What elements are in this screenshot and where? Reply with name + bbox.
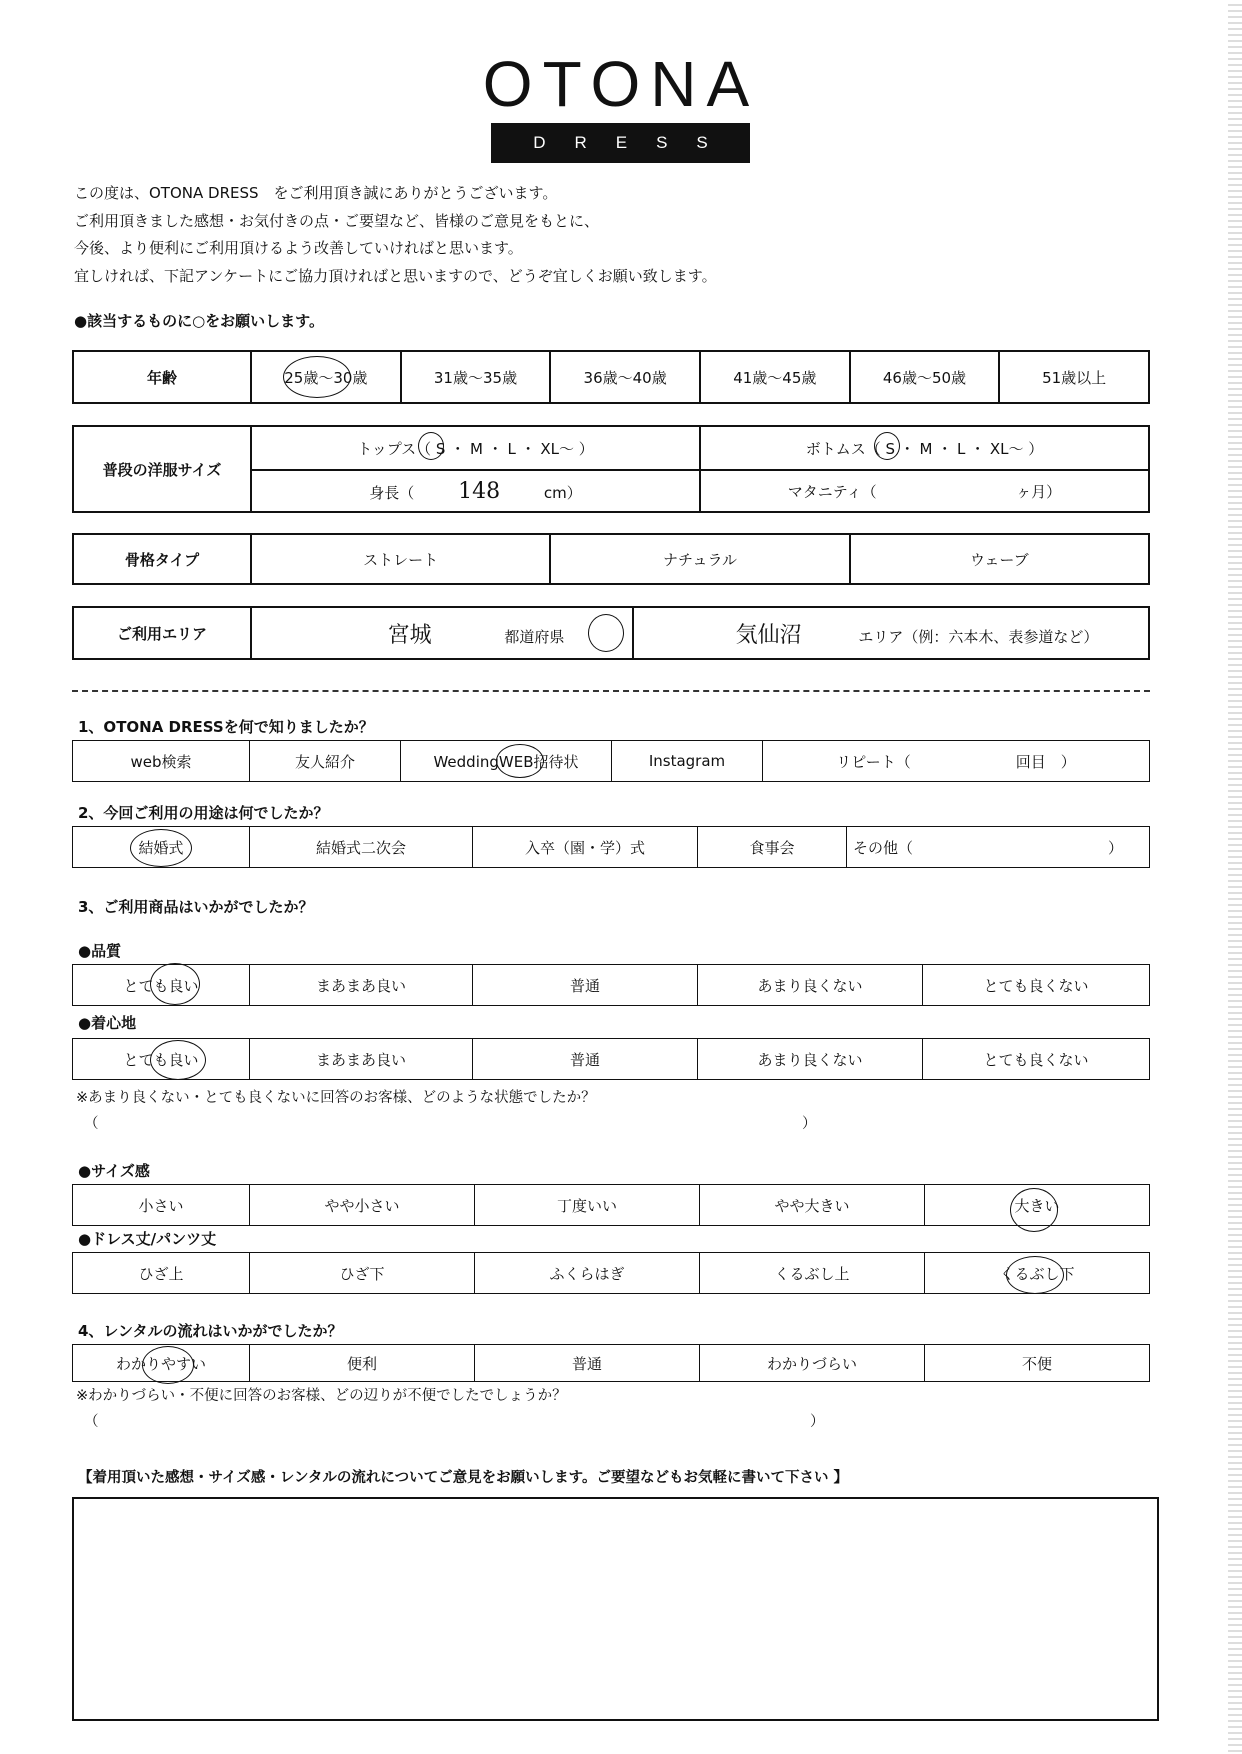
scan-edge [1228,0,1242,1754]
prefecture-circle [588,614,624,652]
intro-line: 宜しければ、下記アンケートにご協力頂ければと思いますので、どうぞ宜しくお願い致します。 [74,266,717,285]
q4-option[interactable]: 不便 [925,1345,1150,1382]
q2-option[interactable]: 食事会 [698,827,847,868]
maternity-unit: ヶ月） [1016,482,1062,501]
length-option[interactable]: ひざ上 [73,1253,250,1294]
area-suffix: エリア（例：六本木、表参道など） [858,627,1099,646]
q1-option[interactable]: 友人紹介 [250,741,401,782]
fit-option[interactable]: 大きい [925,1185,1150,1226]
q4-note: ※わかりづらい・不便に回答のお客様、どの辺りが不便でしたでしょうか？ [76,1388,567,1404]
body-type-option[interactable]: ストレート [251,534,550,584]
fit-option[interactable]: やや大きい [700,1185,925,1226]
quality-table [72,964,1150,1006]
q4-table [72,1344,1150,1382]
size-table [72,425,1150,513]
body-type-label: 骨格タイプ [73,534,251,584]
q2-option[interactable]: 結婚式二次会 [250,827,473,868]
fit-selected-circle [1010,1188,1058,1232]
prefecture-suffix: 都道府県 [504,627,565,646]
fit-option[interactable]: 丁度いい [475,1185,700,1226]
instruction: ●該当するものに○をお願いします。 [74,312,324,330]
q4-option[interactable]: 便利 [250,1345,475,1382]
q4-option[interactable]: わかりやすい [73,1345,250,1382]
height-value: 148 [458,478,501,504]
tops-selected-circle [418,432,444,460]
prefecture-value: 宮城 [387,622,432,648]
comfort-label: ●着心地 [78,1014,137,1032]
q2-title: 2、今回ご利用の用途は何でしたか？ [78,804,329,822]
age-option[interactable]: 51歳以上 [999,351,1149,403]
q1-option[interactable]: Instagram [612,741,763,782]
q4-paren-open: （ [84,1414,99,1430]
q4-paren-close: ） [810,1414,825,1430]
fit-option[interactable]: 小さい [73,1185,250,1226]
comfort-option[interactable]: あまり良くない [698,1039,923,1080]
age-selected-circle [283,356,351,398]
age-option[interactable]: 36歳～40歳 [550,351,700,403]
q1-title: 1、OTONA DRESSを何で知りましたか？ [78,718,374,736]
quality-option[interactable]: まあまあ良い [250,965,473,1006]
area-value: 気仙沼 [735,622,802,648]
q4-selected-circle [142,1346,194,1384]
fit-option[interactable]: やや小さい [250,1185,475,1226]
bottoms-selected-circle [874,432,900,460]
q2-option[interactable]: その他（ ） [847,827,1150,868]
size-label: 普段の洋服サイズ [73,426,251,512]
height-field[interactable] [251,470,700,512]
length-option[interactable]: くるぶし下 [925,1253,1150,1294]
comfort-paren-open: （ [84,1116,99,1132]
q2-option[interactable]: 入卒（園・学）式 [473,827,698,868]
brand-logo: OTONA [482,48,760,120]
quality-option[interactable]: あまり良くない [698,965,923,1006]
length-option[interactable]: ひざ下 [250,1253,475,1294]
quality-selected-circle [150,963,200,1005]
q1-option[interactable]: WeddingWEB招待状 [401,741,612,782]
brand-sub: DRESS [491,123,750,163]
q2-selected-circle [130,829,192,867]
length-option[interactable]: ふくらはぎ [475,1253,700,1294]
comment-title: 【着用頂いた感想・サイズ感・レンタルの流れについてご意見をお願いします。ご要望などもお気軽に書いて下さい 】 [78,1470,848,1486]
prefecture-field[interactable] [251,607,633,659]
body-type-option[interactable]: ウェーブ [850,534,1149,584]
q1-option[interactable]: web検索 [73,741,250,782]
height-label: 身長（ [369,483,415,502]
comfort-paren-close: ） [802,1116,817,1132]
age-option[interactable]: 31歳～35歳 [401,351,551,403]
q4-option[interactable]: 普通 [475,1345,700,1382]
bottoms-size[interactable]: ボトムス（ S ・ M ・ L ・ XL～ ） [700,426,1149,470]
tops-size[interactable]: トップス（ S ・ M ・ L ・ XL～ ） [251,426,700,470]
intro-line: ご利用頂きました感想・お気付きの点・ご要望など、皆様のご意見をもとに、 [74,211,600,230]
comfort-table [72,1038,1150,1080]
fit-table [72,1184,1150,1226]
length-table [72,1252,1150,1294]
q2-option[interactable]: 結婚式 [73,827,250,868]
intro-line: この度は、OTONA DRESS をご利用頂き誠にありがとうございます。 [74,184,558,202]
q1-option[interactable]: リピート（ 回目 ） [763,741,1150,782]
intro-line: 今後、より便利にご利用頂けるよう改善していければと思います。 [74,239,523,257]
age-label: 年齢 [73,351,251,403]
length-option[interactable]: くるぶし上 [700,1253,925,1294]
q3-title: 3、ご利用商品はいかがでしたか？ [78,898,314,916]
fit-label: ●サイズ感 [78,1162,150,1180]
age-option[interactable]: 41歳～45歳 [700,351,850,403]
comfort-option[interactable]: とても良い [73,1039,250,1080]
age-table [72,350,1150,404]
comfort-selected-circle [150,1040,206,1080]
q2-table [72,826,1150,868]
maternity-field[interactable] [700,470,1149,512]
quality-option[interactable]: とても良い [73,965,250,1006]
body-type-option[interactable]: ナチュラル [550,534,849,584]
q4-title: 4、レンタルの流れはいかがでしたか？ [78,1322,343,1340]
divider [72,690,1150,692]
quality-label: ●品質 [78,942,122,960]
comment-box[interactable] [72,1497,1159,1721]
age-option[interactable]: 25歳～30歳 [251,351,401,403]
comfort-option[interactable]: まあまあ良い [250,1039,473,1080]
comfort-option[interactable]: 普通 [473,1039,698,1080]
q4-option[interactable]: わかりづらい [700,1345,925,1382]
area-label: ご利用エリア [73,607,251,659]
length-selected-circle [1006,1256,1064,1294]
age-option[interactable]: 46歳～50歳 [850,351,1000,403]
q1-table [72,740,1150,782]
comfort-option[interactable]: とても良くない [923,1039,1150,1080]
maternity-label: マタニティ（ [787,482,877,501]
length-label: ●ドレス丈/パンツ丈 [78,1230,217,1248]
intro-text [74,180,717,290]
body-type-table [72,533,1150,585]
quality-option[interactable]: 普通 [473,965,698,1006]
height-unit: cm） [543,483,582,502]
quality-option[interactable]: とても良くない [923,965,1150,1006]
area-field[interactable] [633,607,1149,659]
q1-selected-circle [496,744,544,778]
comfort-note: ※あまり良くない・とても良くないに回答のお客様、どのような状態でしたか？ [76,1090,596,1106]
